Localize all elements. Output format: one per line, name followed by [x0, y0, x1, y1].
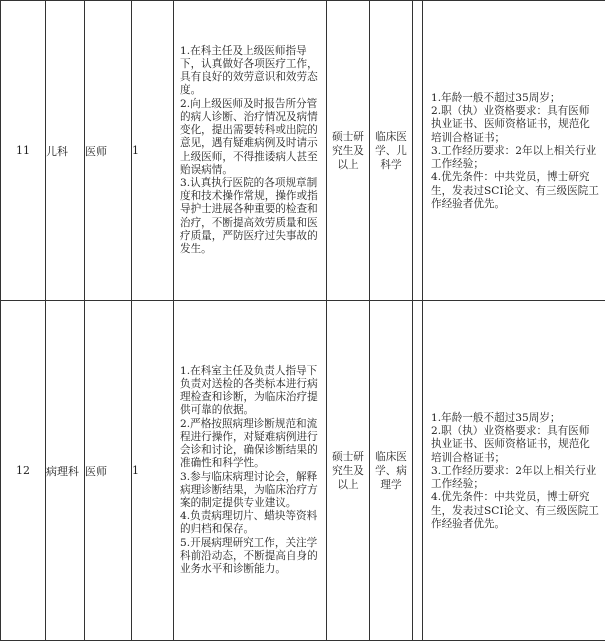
requirement-item: 1.年龄一般不超过35周岁； — [431, 92, 599, 105]
requirement-item: 2.职（执）业资格要求：具有医师执业证书、医师资格证书，规范化培训合格证书； — [431, 425, 599, 465]
duty-item: 2.向上级医师及时报告所分管的病人诊断、治疗情况及病情变化，提出需要转科或出院的意见，遇有疑难病例及时请示上级医师，不得推诿病人甚至贻误病情。 — [180, 98, 322, 177]
duty-item: 3.参与临床病理讨论会，解释病理诊断结果，为临床治疗方案的制定提供专业建议。 — [180, 471, 322, 511]
requirement-item: 1.年龄一般不超过35周岁； — [431, 412, 599, 425]
duty-item: 1.在科主任及上级医师指导下，认真做好各项医疗工作，具有良好的效劳意识和效劳态度。 — [180, 45, 322, 98]
position: 医师 — [85, 301, 132, 641]
requirement-item: 3.工作经历要求：2年以上相关行业工作经验； — [431, 465, 599, 491]
job-duties — [174, 1, 327, 301]
major-requirement: 临床医学、儿科学 — [370, 1, 413, 301]
requirement-item: 3.工作经历要求：2年以上相关行业工作经验； — [431, 145, 599, 171]
other-requirements — [423, 1, 605, 301]
headcount: 1 — [132, 301, 174, 641]
duty-item: 1.在科室主任及负责人指导下负责对送检的各类标本进行病理检查和诊断，为临床治疗提供可靠的依据。 — [180, 365, 322, 418]
duty-item: 4.负责病理切片、蜡块等资料的归档和保存。 — [180, 510, 322, 536]
education-requirement: 硕士研究生及以上 — [327, 1, 370, 301]
requirement-item: 4.优先条件：中共党员，博士研究生，发表过SCI论文、有三级医院工作经验者优先。 — [431, 171, 599, 211]
other-requirements — [423, 301, 605, 641]
row-number: 12 — [1, 301, 46, 641]
table-row — [1, 301, 605, 641]
table-row — [1, 1, 605, 301]
spacer-cell — [413, 301, 423, 641]
department: 病理科 — [46, 301, 85, 641]
row-number: 11 — [1, 1, 46, 301]
major-requirement: 临床医学、病理学 — [370, 301, 413, 641]
requirement-item: 4.优先条件：中共党员，博士研究生，发表过SCI论文、有三级医院工作经验者优先。 — [431, 491, 599, 531]
education-requirement: 硕士研究生及以上 — [327, 301, 370, 641]
duty-item: 2.严格按照病理诊断规范和流程进行操作，对疑难病例进行会诊和讨论，确保诊断结果的准确性和科学性。 — [180, 418, 322, 471]
duty-item: 5.开展病理研究工作，关注学科前沿动态，不断提高自身的业务水平和诊断能力。 — [180, 537, 322, 577]
job-duties — [174, 301, 327, 641]
requirement-item: 2.职（执）业资格要求：具有医师执业证书、医师资格证书，规范化培训合格证书； — [431, 105, 599, 145]
department: 儿科 — [46, 1, 85, 301]
spacer-cell — [413, 1, 423, 301]
duty-item: 3.认真执行医院的各项规章制度和技术操作常规，操作或指导护士进展各种重要的检查和治疗，不断提高效劳质量和医疗质量，严防医疗过失事故的发生。 — [180, 177, 322, 256]
headcount: 1 — [132, 1, 174, 301]
position: 医师 — [85, 1, 132, 301]
